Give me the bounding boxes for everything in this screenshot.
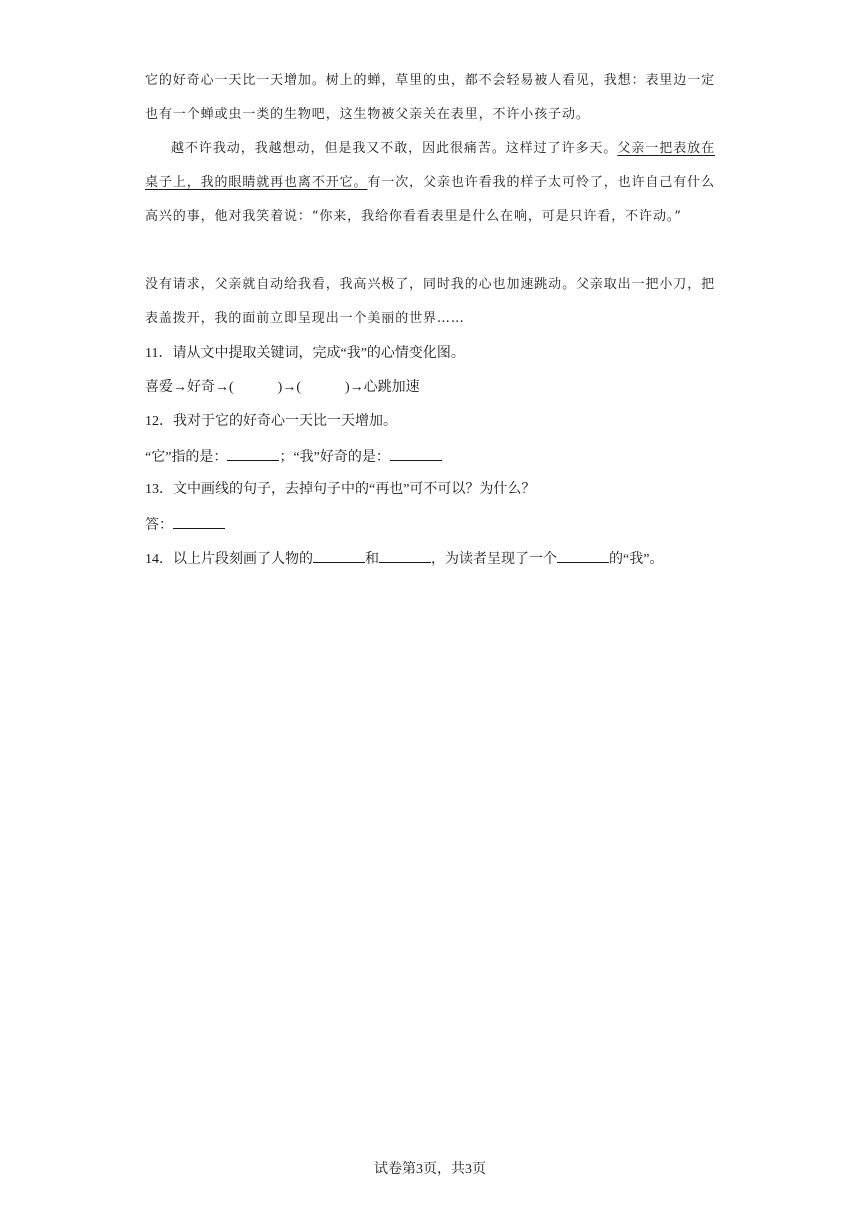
page-footer: 试卷第3页，共3页 bbox=[374, 1162, 486, 1177]
question-13-answer: 答： bbox=[145, 514, 225, 536]
passage-paragraph-1 bbox=[145, 64, 715, 132]
passage-paragraph-2 bbox=[145, 132, 715, 234]
answer-blank[interactable] bbox=[173, 514, 225, 529]
passage-text: 没有请求，父亲就自动给我看，我高兴极了，同时我的心也加速跳动。父亲取出一把小刀，把表盖拨开，我的面前立即呈现出一个美丽的世界…… bbox=[145, 277, 715, 326]
question-13: 13．文中画线的句子，去掉句子中的“再也”可不可以？为什么？ bbox=[145, 482, 536, 497]
answer-blank[interactable] bbox=[379, 548, 431, 563]
passage-paragraph-3 bbox=[145, 268, 715, 336]
passage-text: 有一次，父亲也许看我的样子太可怜了，也许自己有什么高兴的事，他对我笑着说：“你来，我给你看看表里是什么在响，可是只许看，不许动。” bbox=[145, 175, 715, 224]
question-12: 12．我对于它的好奇心一天比一天增加。 bbox=[145, 414, 397, 429]
question-12-blanks: “它”指的是： ；“我”好奇的是： bbox=[145, 446, 442, 468]
answer-blank[interactable] bbox=[227, 446, 279, 461]
answer-blank[interactable] bbox=[557, 548, 609, 563]
answer-blank[interactable] bbox=[390, 446, 442, 461]
answer-blank[interactable] bbox=[313, 548, 365, 563]
question-11: 11．请从文中提取关键词，完成“我”的心情变化图。 bbox=[145, 346, 465, 361]
passage-text: 越不许我动，我越想动，但是我又不敢，因此很痛苦。这样过了许多天。 bbox=[171, 141, 618, 156]
question-14: 14．以上片段刻画了人物的 和 ，为读者呈现了一个 的“我”。 bbox=[145, 548, 663, 570]
question-11-chain: 喜爱→好奇→( )→( )→心跳加速 bbox=[145, 380, 420, 395]
passage-text: 它的好奇心一天比一天增加。树上的蝉，草里的虫，都不会轻易被人看见，我想：表里边一定也有一个蝉或虫一类的生物吧，这生物被父亲关在表里，不许小孩子动。 bbox=[145, 73, 715, 122]
underlined-sentence: 父亲一把表放在桌子上，我的眼睛就再也离不开它。 bbox=[145, 141, 715, 190]
